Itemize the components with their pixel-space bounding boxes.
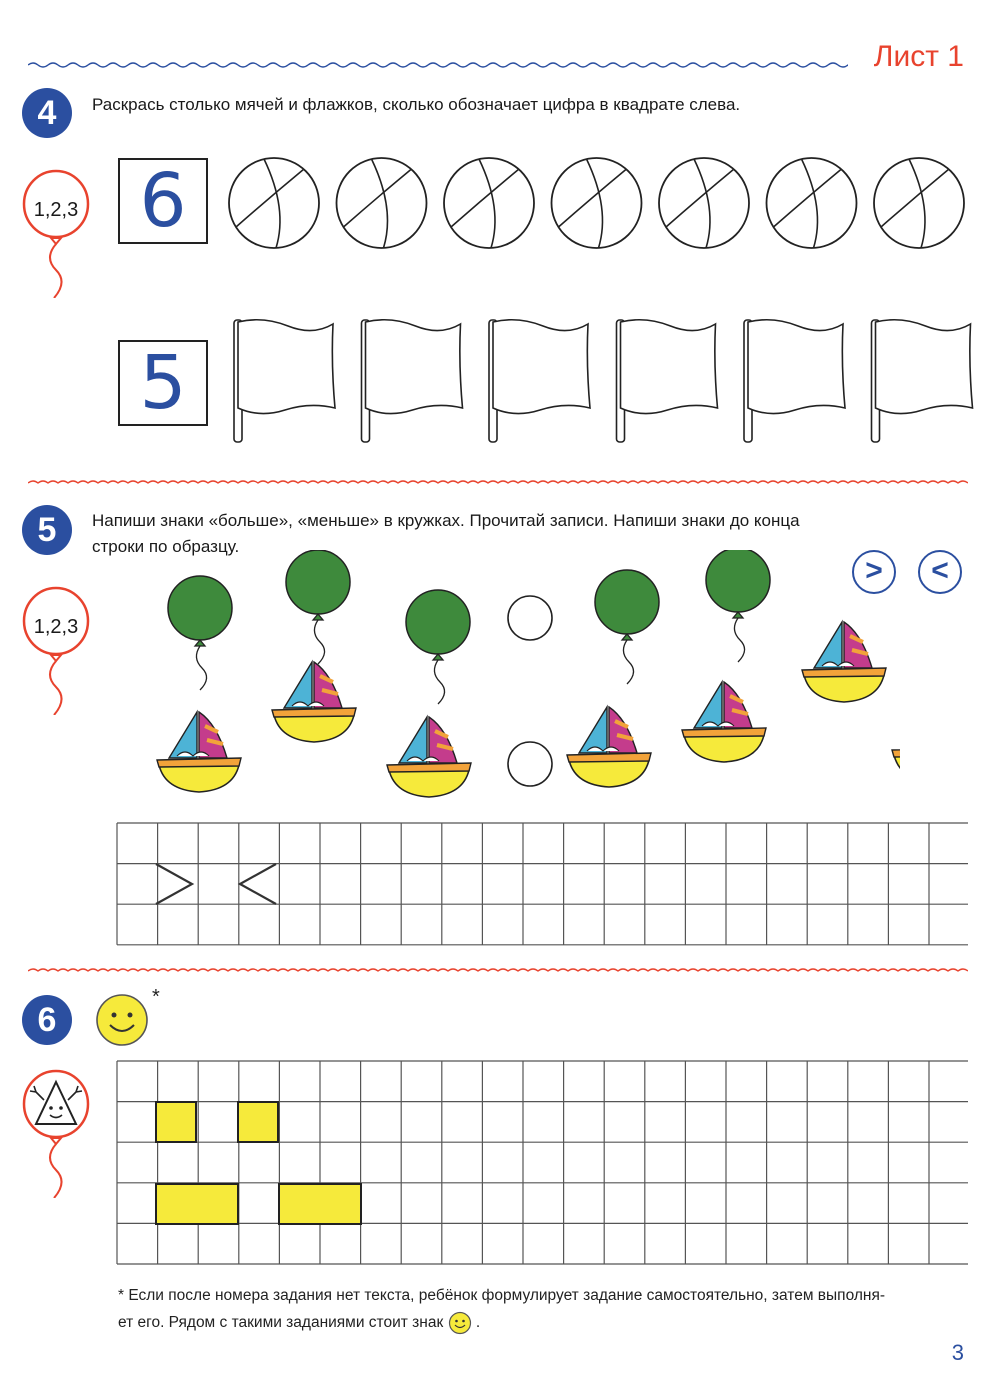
- ball-outline[interactable]: [229, 158, 319, 248]
- task4-instruction: Раскрась столько мячей и флажков, сколько обозначает цифра в квадрате слева.: [92, 95, 741, 114]
- task-number-4: 4: [22, 88, 72, 138]
- balloons-boats-illustration: [140, 550, 900, 820]
- flag-outline[interactable]: [362, 320, 463, 442]
- smiley-icon: [94, 992, 150, 1048]
- drawing-grid-task6[interactable]: [116, 1060, 968, 1266]
- ball-outline[interactable]: [552, 158, 642, 248]
- sheet-label: Лист 1: [873, 40, 964, 73]
- task5-instruction-line1: Напиши знаки «больше», «меньше» в кружках. Прочитай записи. Напиши знаки до конца: [92, 511, 800, 530]
- ball-outline[interactable]: [444, 158, 534, 248]
- answer-circle-boats[interactable]: [508, 742, 552, 786]
- answer-circle-balloons[interactable]: [508, 596, 552, 640]
- wavy-divider: [28, 478, 968, 488]
- ball-outline[interactable]: [874, 158, 964, 248]
- less-sign-circle: [918, 550, 962, 594]
- smiley-icon: [448, 1311, 472, 1335]
- green-balloon: [595, 570, 659, 684]
- sailboat: [682, 682, 766, 762]
- footnote: [118, 1282, 968, 1336]
- footnote-line1: * Если после номера задания нет текста, ребёнок формулирует задание самостоятельно, затем выполня-: [118, 1287, 886, 1304]
- flag-outline[interactable]: [744, 320, 845, 442]
- page-number: 3: [951, 1340, 964, 1365]
- balloon-badge-icon: [20, 168, 92, 298]
- digit-6: 6: [139, 158, 187, 244]
- ball-outline[interactable]: [659, 158, 749, 248]
- level-badge-task4: [20, 168, 92, 298]
- less-sign: <: [931, 554, 949, 587]
- task-number-6: 6: [22, 995, 72, 1045]
- yellow-rectangle-right: [279, 1184, 361, 1224]
- sailboat: [272, 662, 356, 742]
- yellow-square-left-eye: [156, 1102, 196, 1142]
- yellow-rectangle-left: [156, 1184, 238, 1224]
- ball-outline[interactable]: [767, 158, 857, 248]
- digit-5: 5: [139, 340, 187, 426]
- green-balloon: [286, 550, 350, 664]
- footnote-line2-end: .: [475, 1314, 481, 1331]
- sailboat: [892, 702, 900, 782]
- task5-instruction-line2: строки по образцу.: [92, 537, 240, 556]
- wavy-divider: [28, 60, 848, 70]
- green-balloon: [706, 550, 770, 662]
- balls-row: [226, 155, 976, 255]
- balloon-badge-icon: [20, 585, 92, 715]
- flag-outline[interactable]: [872, 320, 973, 442]
- writing-grid-task5[interactable]: [116, 822, 968, 946]
- level-badge-label: 1,2,3: [33, 616, 79, 638]
- level-badge-task5: [20, 585, 92, 715]
- ball-outline[interactable]: [337, 158, 427, 248]
- flags-row: [226, 312, 986, 447]
- green-balloon: [406, 590, 470, 704]
- level-badge-task6: [20, 1068, 92, 1198]
- wavy-divider: [28, 966, 968, 976]
- level-badge-label: 1,2,3: [33, 199, 79, 221]
- footnote-line2-text: ет его. Рядом с такими заданиями стоит знак: [118, 1314, 444, 1331]
- footnote-line2: [118, 1309, 968, 1336]
- flag-outline[interactable]: [234, 320, 335, 442]
- green-balloon: [168, 576, 232, 690]
- sailboat: [802, 622, 886, 702]
- asterisk-mark: *: [152, 986, 160, 1008]
- yellow-square-right-eye: [238, 1102, 278, 1142]
- sample-less-sign: [240, 864, 276, 904]
- sailboat: [157, 712, 241, 792]
- flag-outline[interactable]: [489, 320, 590, 442]
- digit-box-flags: [118, 340, 208, 426]
- triangle-character-badge-icon: [20, 1068, 92, 1198]
- sample-greater-sign: [156, 864, 192, 904]
- greater-sign: >: [865, 554, 883, 587]
- flag-outline[interactable]: [617, 320, 718, 442]
- sailboat: [567, 707, 651, 787]
- digit-box-balls: [118, 158, 208, 244]
- sailboat: [387, 717, 471, 797]
- task-number-5: 5: [22, 505, 72, 555]
